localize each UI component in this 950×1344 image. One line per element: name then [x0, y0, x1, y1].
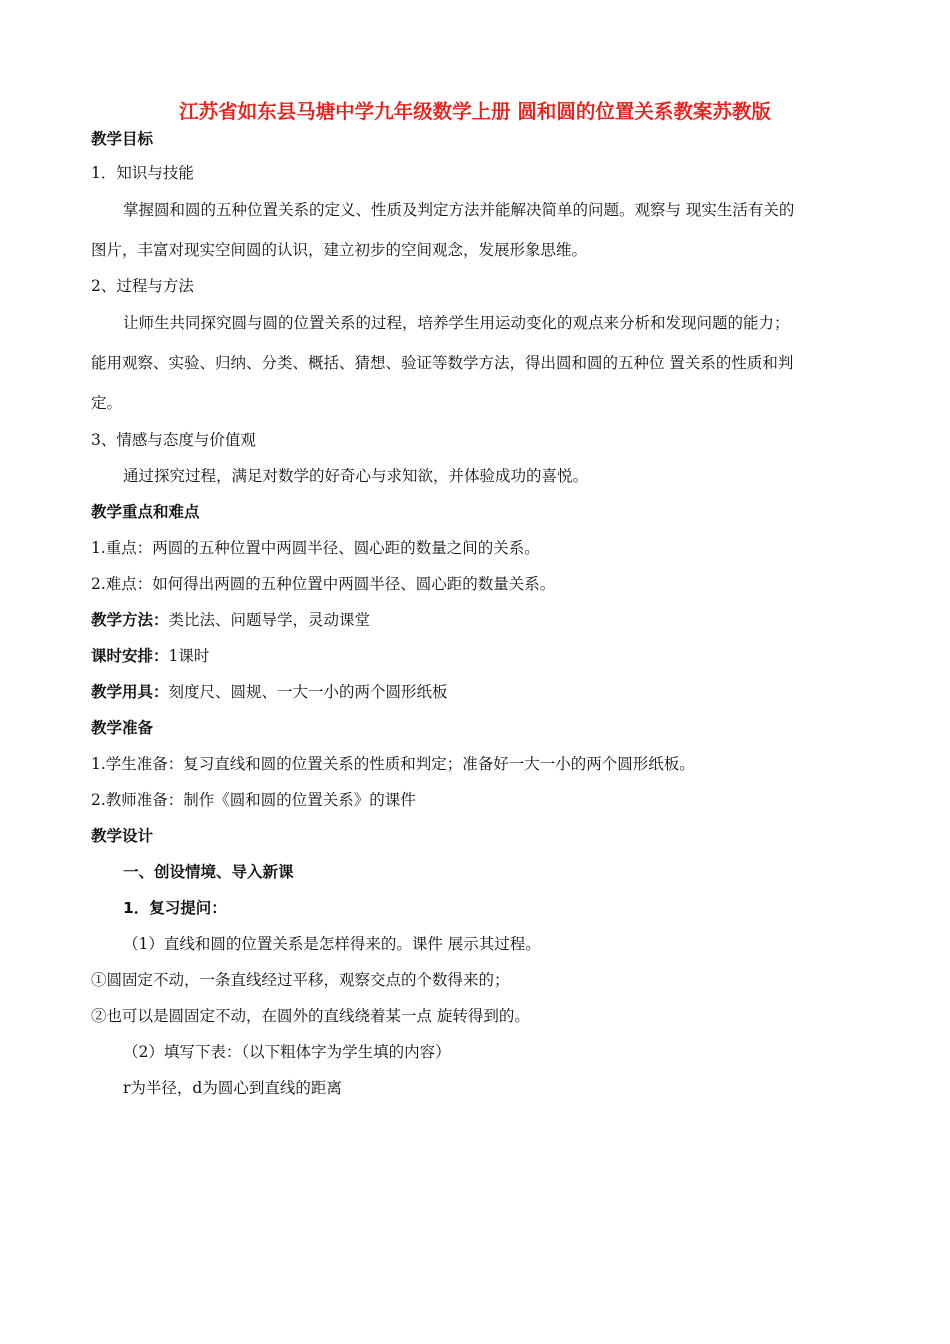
goal2-text-line2: 能用观察、实验、归纳、分类、概括、猜想、验证等数学方法，得出圆和圆的五种位 置关系的性质和判 [91, 354, 794, 372]
question-1-point-b: ②也可以是圆固定不动，在圆外的直线绕着某一点 旋转得到的。 [91, 1007, 530, 1025]
step1-heading: 一、创设情境、导入新课 [123, 863, 294, 881]
method-row [91, 610, 370, 630]
goal1-text-line1: 掌握圆和圆的五种位置关系的定义、性质及判定方法并能解决简单的问题。观察与 现实生活有关的 [123, 201, 795, 219]
goal1-heading: 1．知识与技能 [91, 164, 194, 182]
prep-heading: 教学准备 [91, 719, 154, 737]
prep-item-2: 2.教师准备：制作《圆和圆的位置关系》的课件 [91, 791, 416, 809]
tools-row [91, 682, 448, 702]
tools-label: 教学用具： [91, 683, 169, 701]
question-2: （2）填写下表：（以下粗体字为学生填的内容） [123, 1043, 451, 1061]
goal1-text-line2: 图片，丰富对现实空间圆的认识，建立初步的空间观念，发展形象思维。 [91, 241, 588, 259]
goal2-text-line1: 让师生共同探究圆与圆的位置关系的过程，培养学生用运动变化的观点来分析和发现问题的能力； [123, 314, 790, 332]
goal3-text: 通过探究过程，满足对数学的好奇心与求知欲，并体验成功的喜悦。 [123, 467, 589, 485]
key-point-2: 2.难点：如何得出两圆的五种位置中两圆半径、圆心距的数量关系。 [91, 575, 556, 593]
step1-subheading: 1．复习提问： [123, 899, 227, 917]
goals-heading: 教学目标 [91, 130, 154, 148]
method-label: 教学方法： [91, 611, 169, 629]
time-label: 课时安排： [91, 647, 169, 665]
key-heading: 教学重点和难点 [91, 503, 200, 521]
method-value: 类比法、问题导学，灵动课堂 [168, 611, 371, 629]
tools-value: 刻度尺、圆规、一大一小的两个圆形纸板 [168, 683, 448, 701]
goal3-heading: 3、情感与态度与价值观 [91, 431, 256, 449]
goal2-heading: 2、过程与方法 [91, 277, 194, 295]
time-row [91, 646, 209, 666]
key-point-1: 1.重点：两圆的五种位置中两圆半径、圆心距的数量之间的关系。 [91, 539, 540, 557]
goal2-text-line3: 定。 [91, 394, 123, 412]
question-1-point-a: ①圆固定不动，一条直线经过平移，观察交点的个数得来的； [91, 971, 510, 989]
design-heading: 教学设计 [91, 827, 154, 845]
question-1: （1）直线和圆的位置关系是怎样得来的。课件 展示其过程。 [123, 935, 541, 953]
time-value: 1课时 [168, 647, 210, 665]
question-2-note: r为半径，d为圆心到直线的距离 [123, 1079, 342, 1097]
document-title: 江苏省如东县马塘中学九年级数学上册 圆和圆的位置关系教案苏教版 [179, 100, 771, 123]
prep-item-1: 1.学生准备：复习直线和圆的位置关系的性质和判定；准备好一大一小的两个圆形纸板。 [91, 755, 695, 773]
